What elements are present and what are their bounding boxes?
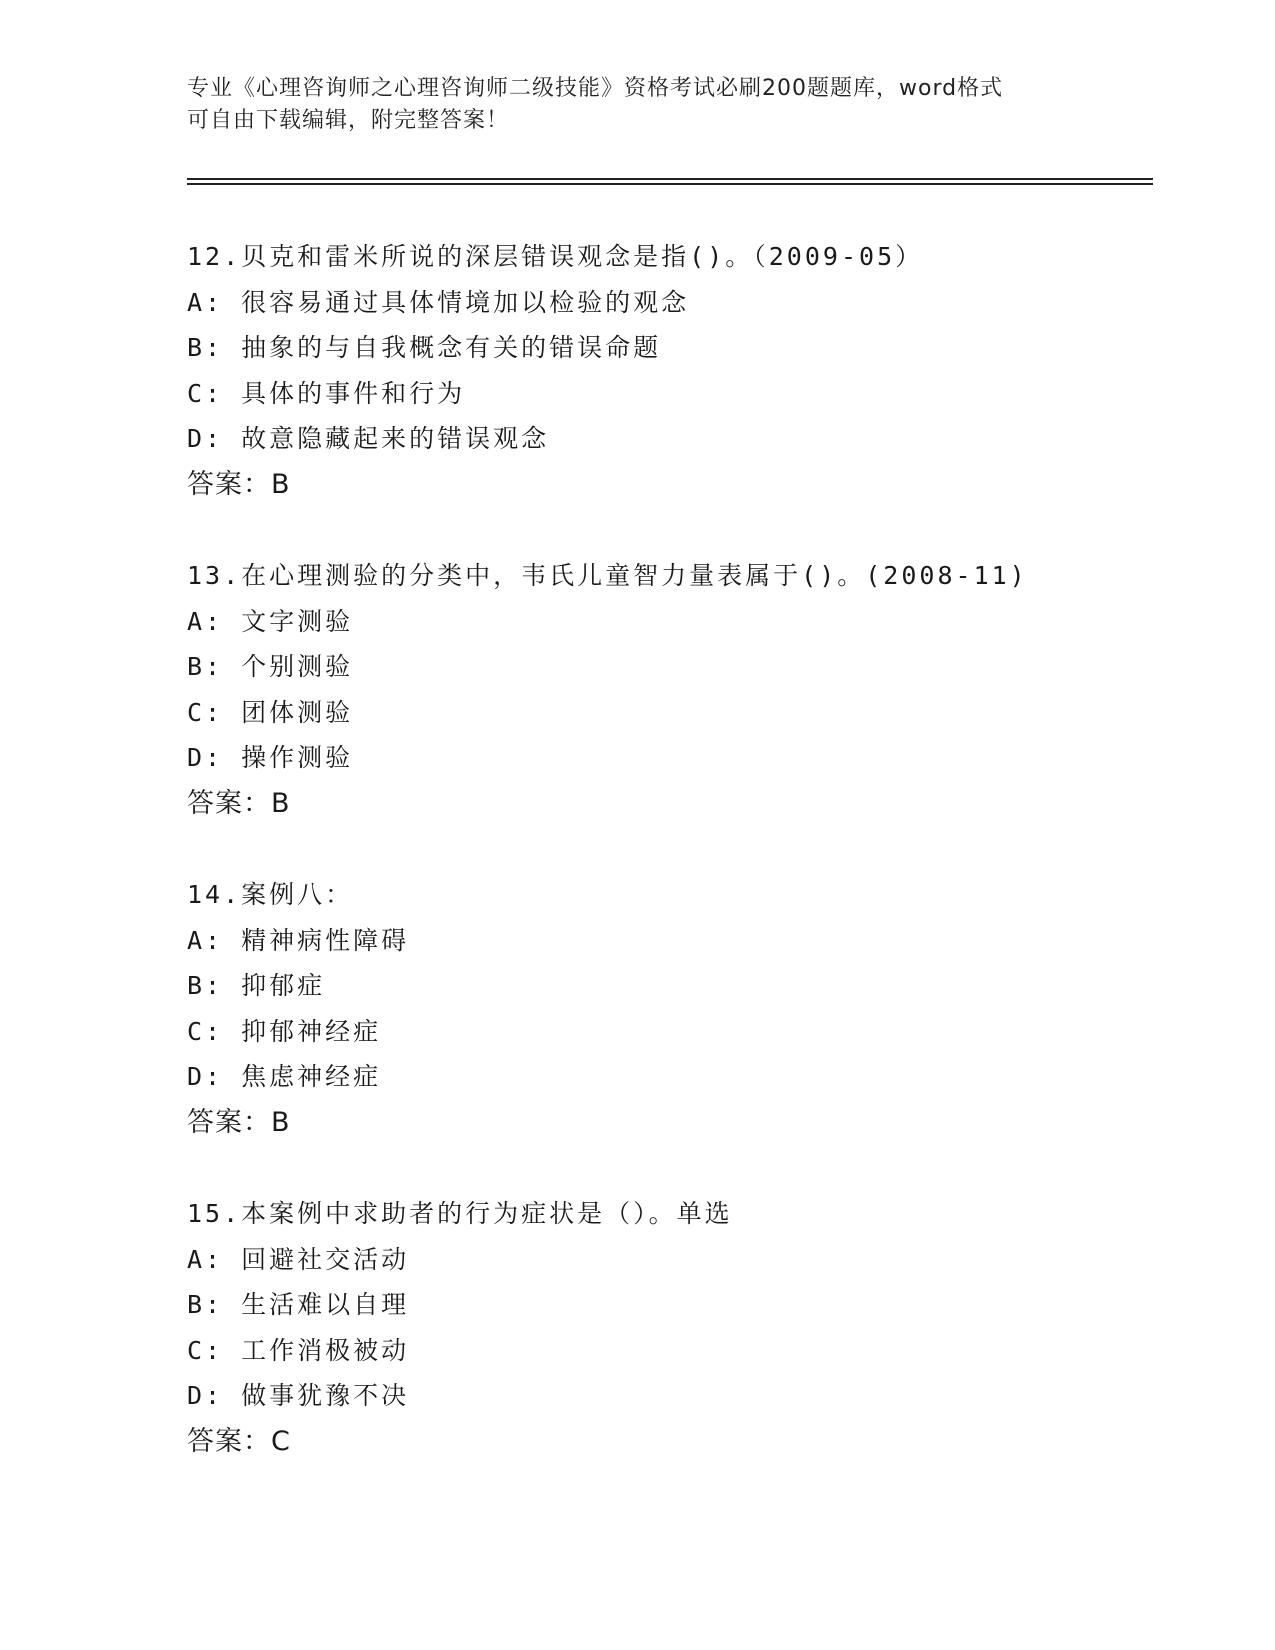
option-c: C: 工作消极被动 — [187, 1335, 410, 1365]
header-line-2: 可自由下载编辑，附完整答案！ — [187, 108, 510, 133]
header-line-1: 专业《心理咨询师之心理咨询师二级技能》资格考试必刷200题题库，word格式 — [187, 76, 1004, 101]
header-divider-bottom — [187, 183, 1153, 185]
answer: 答案：B — [187, 468, 291, 500]
question-stem: 12.贝克和雷米所说的深层错误观念是指()。（2009-05） — [187, 242, 924, 271]
answer: 答案：C — [187, 1425, 291, 1457]
option-b: B: 抽象的与自我概念有关的错误命题 — [187, 333, 662, 362]
option-c: C: 具体的事件和行为 — [187, 378, 466, 408]
option-b: B: 生活难以自理 — [187, 1290, 410, 1319]
option-c: C: 团体测验 — [187, 697, 354, 727]
option-d: D: 做事犹豫不决 — [187, 1381, 410, 1410]
question-14 — [187, 872, 1147, 1145]
option-b: B: 个别测验 — [187, 652, 354, 681]
option-b: B: 抑郁症 — [187, 971, 326, 1000]
question-stem: 15.本案例中求助者的行为症状是（）。单选 — [187, 1199, 733, 1228]
option-a: A: 回避社交活动 — [187, 1244, 410, 1274]
answer: 答案：B — [187, 1106, 291, 1138]
question-15 — [187, 1191, 1147, 1464]
answer: 答案：B — [187, 787, 291, 819]
option-a: A: 精神病性障碍 — [187, 925, 410, 955]
header-divider-top — [187, 178, 1153, 180]
question-stem: 13.在心理测验的分类中，韦氏儿童智力量表属于()。(2008-11) — [187, 561, 1028, 590]
question-12 — [187, 234, 1147, 507]
option-d: D: 故意隐藏起来的错误观念 — [187, 424, 550, 453]
question-13 — [187, 553, 1147, 826]
option-d: D: 焦虑神经症 — [187, 1062, 382, 1091]
option-c: C: 抑郁神经症 — [187, 1016, 382, 1046]
document-header — [187, 73, 1067, 137]
option-a: A: 文字测验 — [187, 606, 354, 636]
option-d: D: 操作测验 — [187, 743, 354, 772]
option-a: A: 很容易通过具体情境加以检验的观念 — [187, 287, 690, 317]
question-stem: 14.案例八： — [187, 880, 354, 909]
